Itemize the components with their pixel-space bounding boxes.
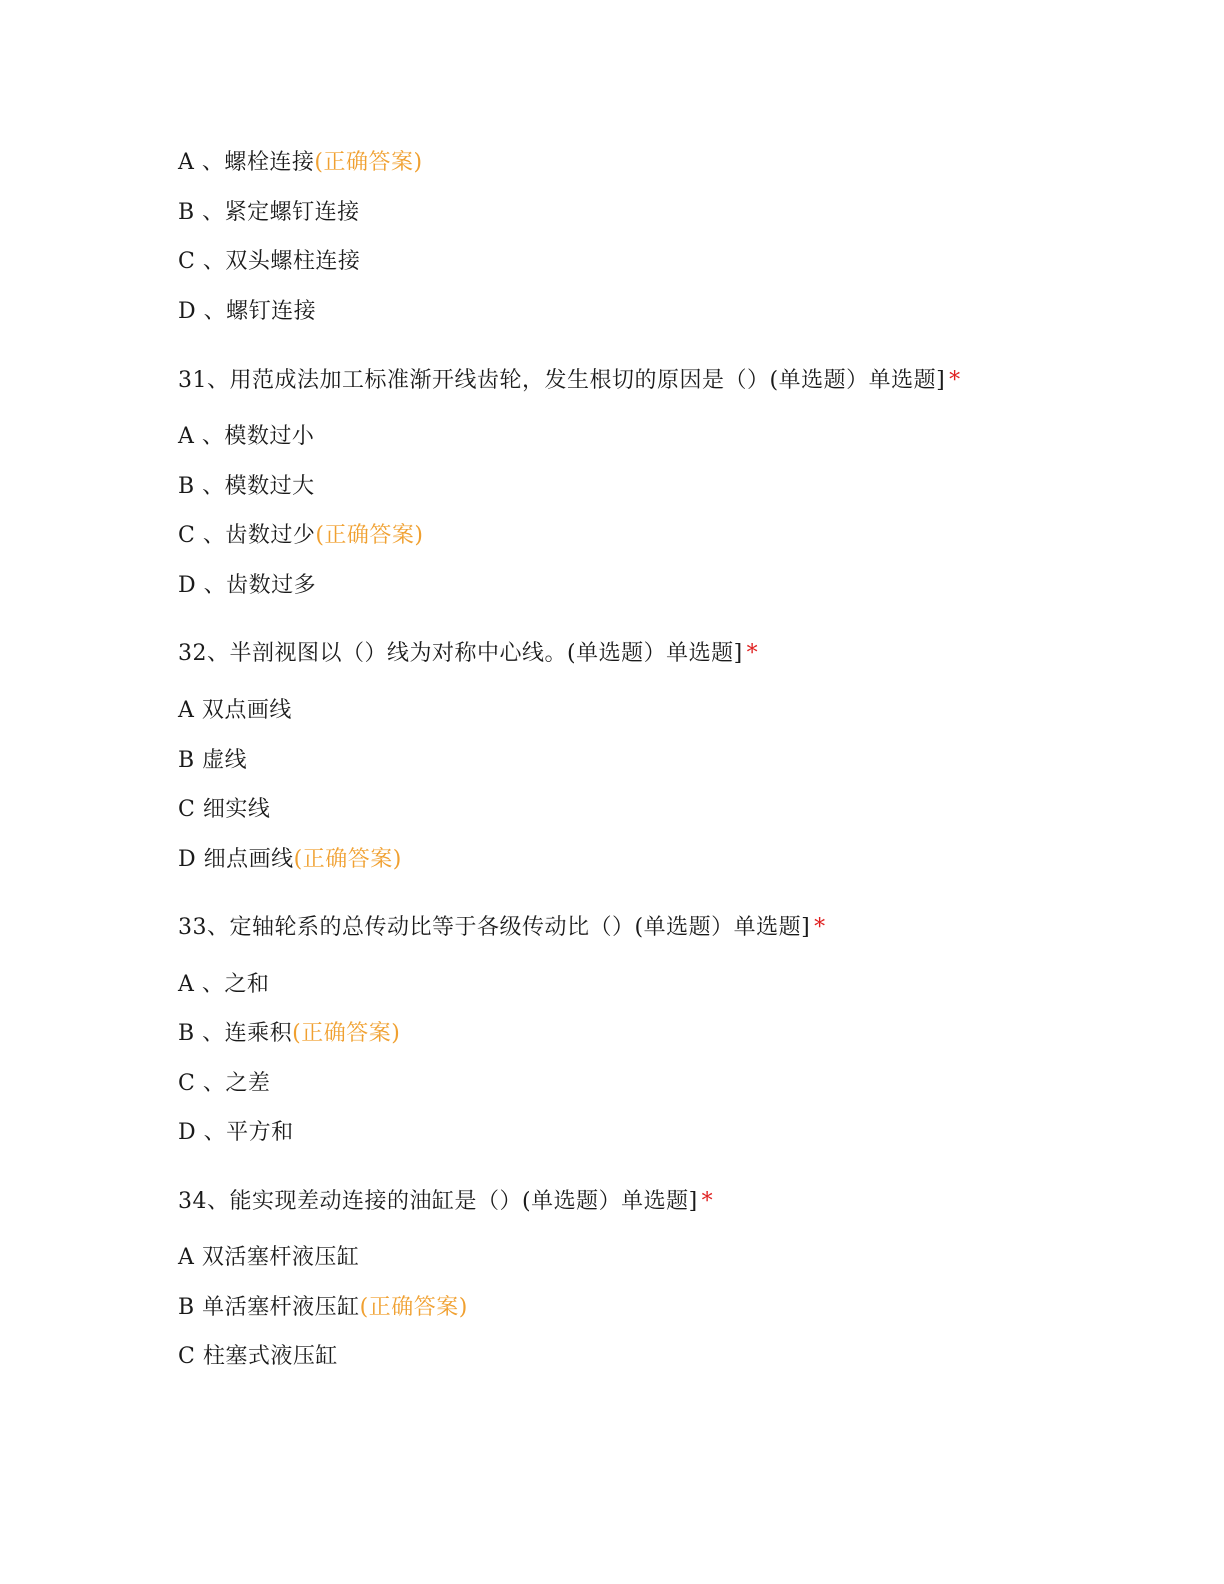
option-a: [178, 696, 292, 726]
correct-answer-label: (正确答案): [292, 1021, 401, 1046]
option-c: [178, 1342, 338, 1372]
option-text: B 虚线: [178, 748, 248, 773]
required-mark: *: [746, 641, 759, 666]
question-text: 34、能实现差动连接的油缸是（）(单选题）单选题]: [178, 1189, 698, 1214]
option-text: B 、模数过大: [178, 474, 315, 499]
option-b: [178, 472, 315, 502]
option-a: [178, 970, 269, 1000]
option-text: A 、之和: [178, 972, 270, 997]
option-d: [178, 297, 316, 327]
correct-answer-label: (正确答案): [359, 1295, 468, 1320]
option-text: A 、模数过小: [178, 424, 315, 449]
option-text: A 双点画线: [178, 698, 292, 723]
option-text: D 、平方和: [178, 1120, 294, 1145]
question-text: 33、定轴轮系的总传动比等于各级传动比（）(单选题）单选题]: [178, 915, 811, 940]
option-a: [178, 148, 423, 178]
option-text: D 细点画线: [178, 847, 294, 872]
option-a: [178, 1243, 359, 1273]
correct-answer-label: (正确答案): [315, 523, 424, 548]
option-text: C 、齿数过少: [178, 523, 316, 548]
option-text: B 单活塞杆液压缸: [178, 1295, 360, 1320]
required-mark: *: [949, 368, 961, 393]
option-b: [178, 1293, 468, 1323]
option-b: [178, 1019, 400, 1049]
question-text: 32、半剖视图以（）线为对称中心线。(单选题）单选题]: [178, 641, 743, 666]
option-text: A 双活塞杆液压缸: [178, 1245, 360, 1270]
option-c: [178, 795, 270, 825]
option-text: C 柱塞式液压缸: [178, 1344, 338, 1369]
option-b: [178, 198, 360, 228]
question-34-title: [178, 1187, 713, 1217]
option-c: [178, 521, 424, 551]
option-a: [178, 422, 314, 452]
option-d: [178, 1118, 294, 1148]
option-text: B 、连乘积: [178, 1021, 293, 1046]
option-text: D 、螺钉连接: [178, 299, 317, 324]
option-text: B 、紧定螺钉连接: [178, 200, 360, 225]
correct-answer-label: (正确答案): [314, 150, 423, 175]
question-33-title: [178, 913, 826, 943]
question-32-title: [178, 639, 758, 669]
option-d: [178, 845, 402, 875]
option-text: C 、之差: [178, 1071, 271, 1096]
question-text: 31、用范成法加工标准渐开线齿轮，发生根切的原因是（）(单选题）单选题]: [178, 368, 946, 393]
option-c: [178, 1069, 270, 1099]
question-31-title: [178, 366, 961, 396]
option-d: [178, 571, 316, 601]
option-c: [178, 247, 360, 277]
option-text: D 、齿数过多: [178, 573, 317, 598]
required-mark: *: [701, 1189, 714, 1214]
correct-answer-label: (正确答案): [293, 847, 402, 872]
required-mark: *: [814, 915, 826, 940]
option-text: C 、双头螺柱连接: [178, 249, 361, 274]
option-b: [178, 746, 247, 776]
option-text: C 细实线: [178, 797, 271, 822]
option-text: A 、螺栓连接: [178, 150, 315, 175]
